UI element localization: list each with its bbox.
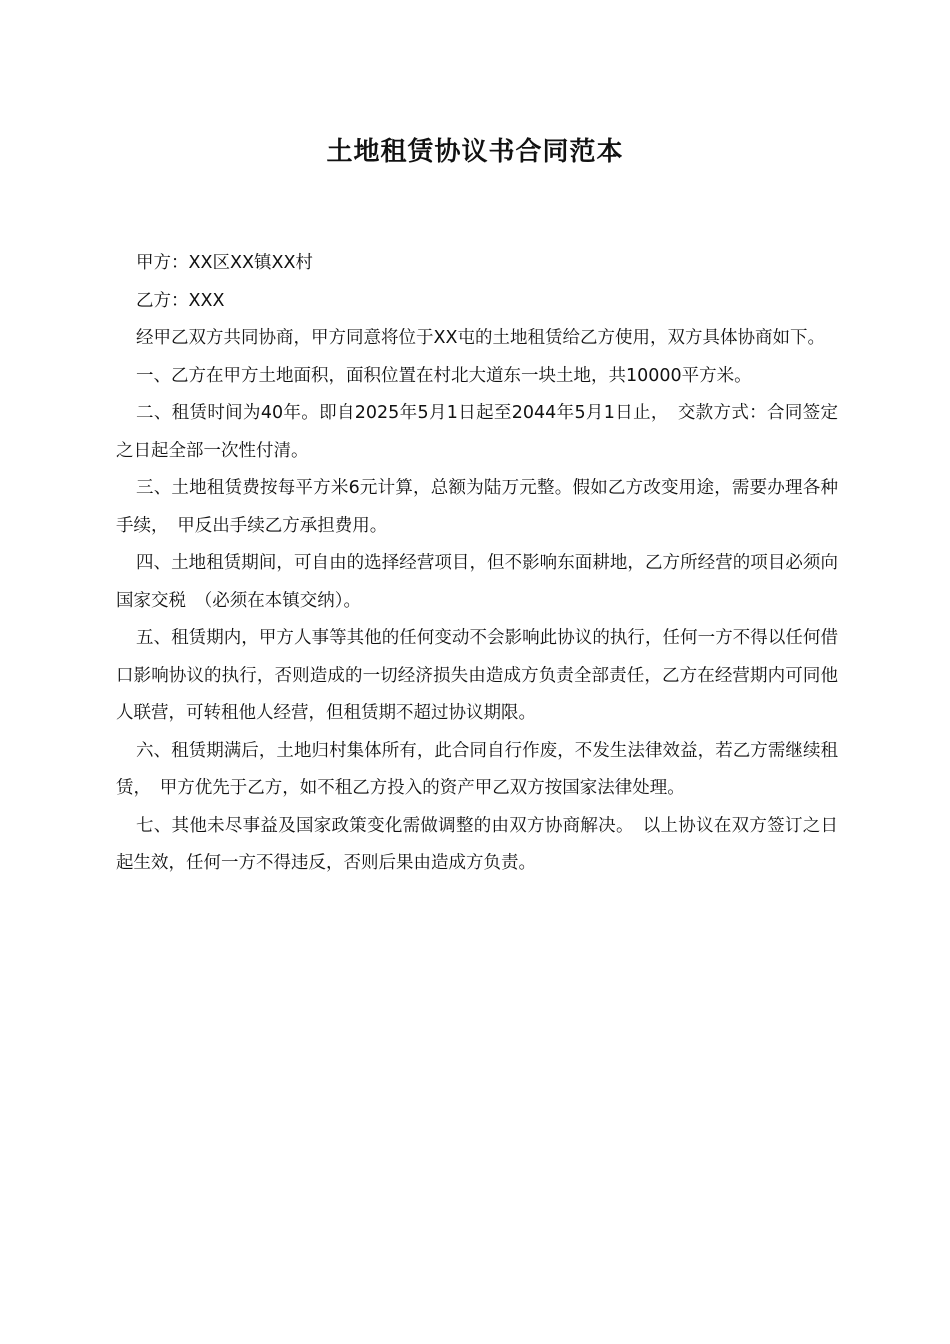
party-a-line: 甲方：XX区XX镇XX村 (136, 253, 313, 273)
clause-6: 六、租赁期满后，土地归村集体所有，此合同自行作废，不发生法律效益，若乙方需继续租赁， 甲方优先于乙方，如不租乙方投入的资产甲乙双方按国家法律处理。 (116, 740, 838, 798)
clause-5: 五、租赁期内，甲方人事等其他的任何变动不会影响此协议的执行，任何一方不得以任何借口影响协议的执行，否则造成的一切经济损失由造成方负责全部责任，乙方在经营期内可同他人联营，可转租他人经营，但租赁期不超过协议期限。 (116, 628, 838, 723)
intro-paragraph: 经甲乙双方共同协商，甲方同意将位于XX屯的土地租赁给乙方使用，双方具体协商如下。 (136, 328, 825, 348)
clause-3: 三、土地租赁费按每平方米6元计算，总额为陆万元整。假如乙方改变用途，需要办理各种手续， 甲反出手续乙方承担费用。 (116, 478, 838, 536)
clause-4: 四、土地租赁期间，可自由的选择经营项目，但不影响东面耕地，乙方所经营的项目必须向国家交税 （必须在本镇交纳）。 (116, 553, 838, 611)
document-body (116, 245, 838, 883)
clause-1: 一、乙方在甲方土地面积，面积位置在村北大道东一块土地，共10000平方米。 (136, 365, 752, 386)
document-title: 土地租赁协议书合同范本 (326, 137, 624, 167)
clause-7: 七、其他未尽事益及国家政策变化需做调整的由双方协商解决。 以上协议在双方签订之日起生效，任何一方不得违反，否则后果由造成方负责。 (116, 815, 838, 873)
party-b-line: 乙方：XXX (136, 290, 225, 311)
clause-2: 二、租赁时间为40年。即自2025年5月1日起至2044年5月1日止， 交款方式：合同签定之日起全部一次性付清。 (116, 403, 838, 461)
